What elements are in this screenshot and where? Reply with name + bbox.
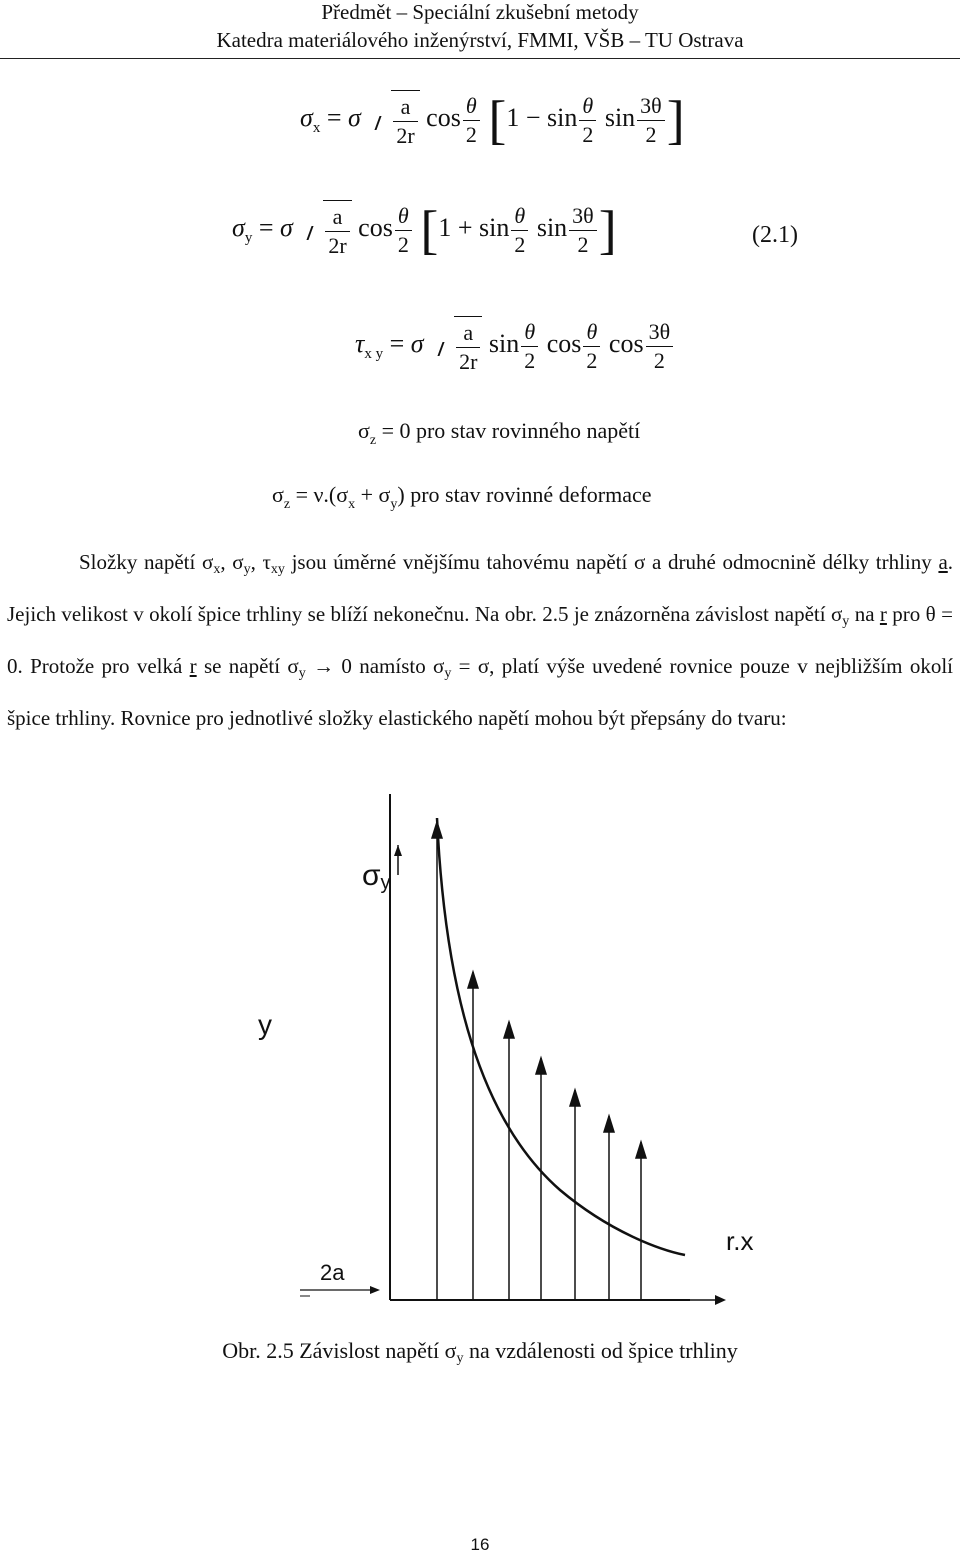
body-paragraph: Složky napětí σx, σy, τxy jsou úměrné vnějšímu tahovému napětí σ a druhé odmocnině délky trhliny a. Jejich velikost v okolí špice trhliny se blíží nekonečnu. Na obr. 2.5 je znázorněna závislost napětí σy na r pro θ = 0. Protože pro velká r se napětí σy → 0 namísto σy = σ, platí výše uvedené rovnice pouze v nejbližším okolí špice trhliny. Rovnice pro jednotlivé složky elastického napětí mohou být přepsány do tvaru: (7, 550, 954, 730)
rx-axis-label: r.x (726, 1226, 754, 1256)
plane-strain-line: $\sigma_z = \nu.(\sigma_x + \sigma_y)$ pro stav rovinné deformace (272, 482, 652, 512)
equation-sigma-x: $\sigma_x = \sigma$ $\frac{a}{2r}$ cos $\frac{\theta}{2}$ [1 − sin $\frac{\theta}{2}$ sin $\frac{3\theta}{2}$ ] (300, 90, 685, 150)
figure-caption: Obr. 2.5 Závislost napětí σy na vzdálenosti od špice trhliny (222, 1338, 738, 1366)
plane-stress-line: $\sigma_z = 0$ pro stav rovinného napětí (358, 418, 641, 448)
equation-tau-xy: $\tau_{x y} = \sigma$ $\frac{a}{2r}$ sin $\frac{\theta}{2}$ cos $\frac{\theta}{2}$ cos $\frac{3\theta}{2}$ (355, 316, 675, 376)
header-department: Katedra materiálového inženýrství, FMMI, VŠB – TU Ostrava (216, 28, 744, 52)
equation-sigma-y: $\sigma_y = \sigma$ $\frac{a}{2r}$ cos $\frac{\theta}{2}$ [1 + sin $\frac{\theta}{2}$ sin $\frac{3\theta}{2}$ ] (232, 200, 617, 260)
header-divider (0, 58, 960, 59)
sqrt-sign: $\frac{a}{2r}$ (430, 316, 482, 376)
y-axis-label: y (258, 1009, 272, 1040)
header-course-title: Předmět – Speciální zkušební metody (321, 0, 639, 24)
sigma-y-label: σy (362, 859, 391, 894)
stress-arrows (432, 822, 646, 1300)
r-axis-arrowhead (715, 1295, 726, 1305)
crack-length-label: 2a (320, 1260, 345, 1285)
sqrt-sign: $\frac{a}{2r}$ (367, 90, 419, 150)
page-number: 16 (470, 1535, 490, 1554)
stress-curve (437, 818, 685, 1255)
equation-number: (2.1) (752, 222, 798, 248)
sqrt-sign: $\frac{a}{2r}$ (299, 200, 351, 260)
sigma-axis-arrowhead (394, 845, 402, 856)
